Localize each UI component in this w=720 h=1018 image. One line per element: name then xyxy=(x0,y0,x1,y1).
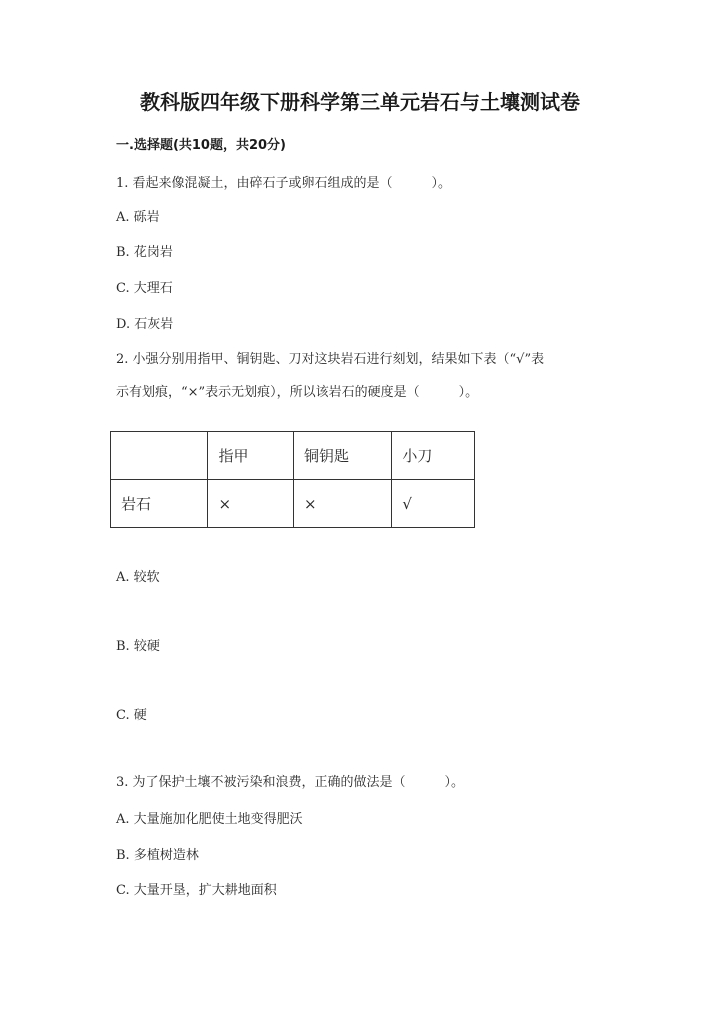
question-3-option-a: A. 大量施加化肥使土地变得肥沃 xyxy=(116,812,303,827)
question-3-stem: 3. 为了保护土壤不被污染和浪费，正确的做法是（ ）。 xyxy=(116,775,465,790)
hardness-table xyxy=(110,431,475,528)
question-3-option-c: C. 大量开垦，扩大耕地面积 xyxy=(116,883,277,898)
table-row xyxy=(111,480,475,528)
table-header-cell: 指甲 xyxy=(208,432,294,480)
table-cell: √ xyxy=(392,480,475,528)
question-2-stem-line-2: 示有划痕，“×”表示无划痕），所以该岩石的硬度是（ ）。 xyxy=(116,385,479,400)
question-1-option-b: B. 花岗岩 xyxy=(116,245,173,260)
section-heading: 一.选择题(共10题，共20分) xyxy=(116,138,287,153)
table-header-cell: 铜钥匙 xyxy=(293,432,391,480)
table-header-row xyxy=(111,432,475,480)
question-1-option-c: C. 大理石 xyxy=(116,281,173,296)
page-title: 教科版四年级下册科学第三单元岩石与土壤测试卷 xyxy=(140,90,580,114)
question-1-option-a: A. 砾岩 xyxy=(116,210,160,225)
table-cell: × xyxy=(208,480,294,528)
table-header-cell: 小刀 xyxy=(392,432,475,480)
table-header-cell xyxy=(111,432,208,480)
table-cell: 岩石 xyxy=(111,480,208,528)
question-3-option-b: B. 多植树造林 xyxy=(116,848,199,863)
question-2-option-b: B. 较硬 xyxy=(116,639,160,654)
question-2-option-c: C. 硬 xyxy=(116,708,147,723)
question-2-stem-line-1: 2. 小强分别用指甲、铜钥匙、刀对这块岩石进行刻划，结果如下表（“√”表 xyxy=(116,352,545,367)
question-2-option-a: A. 较软 xyxy=(116,570,160,585)
question-1-stem: 1. 看起来像混凝土，由碎石子或卵石组成的是（ ）。 xyxy=(116,176,452,191)
question-1-option-d: D. 石灰岩 xyxy=(116,317,174,332)
table-cell: × xyxy=(293,480,391,528)
